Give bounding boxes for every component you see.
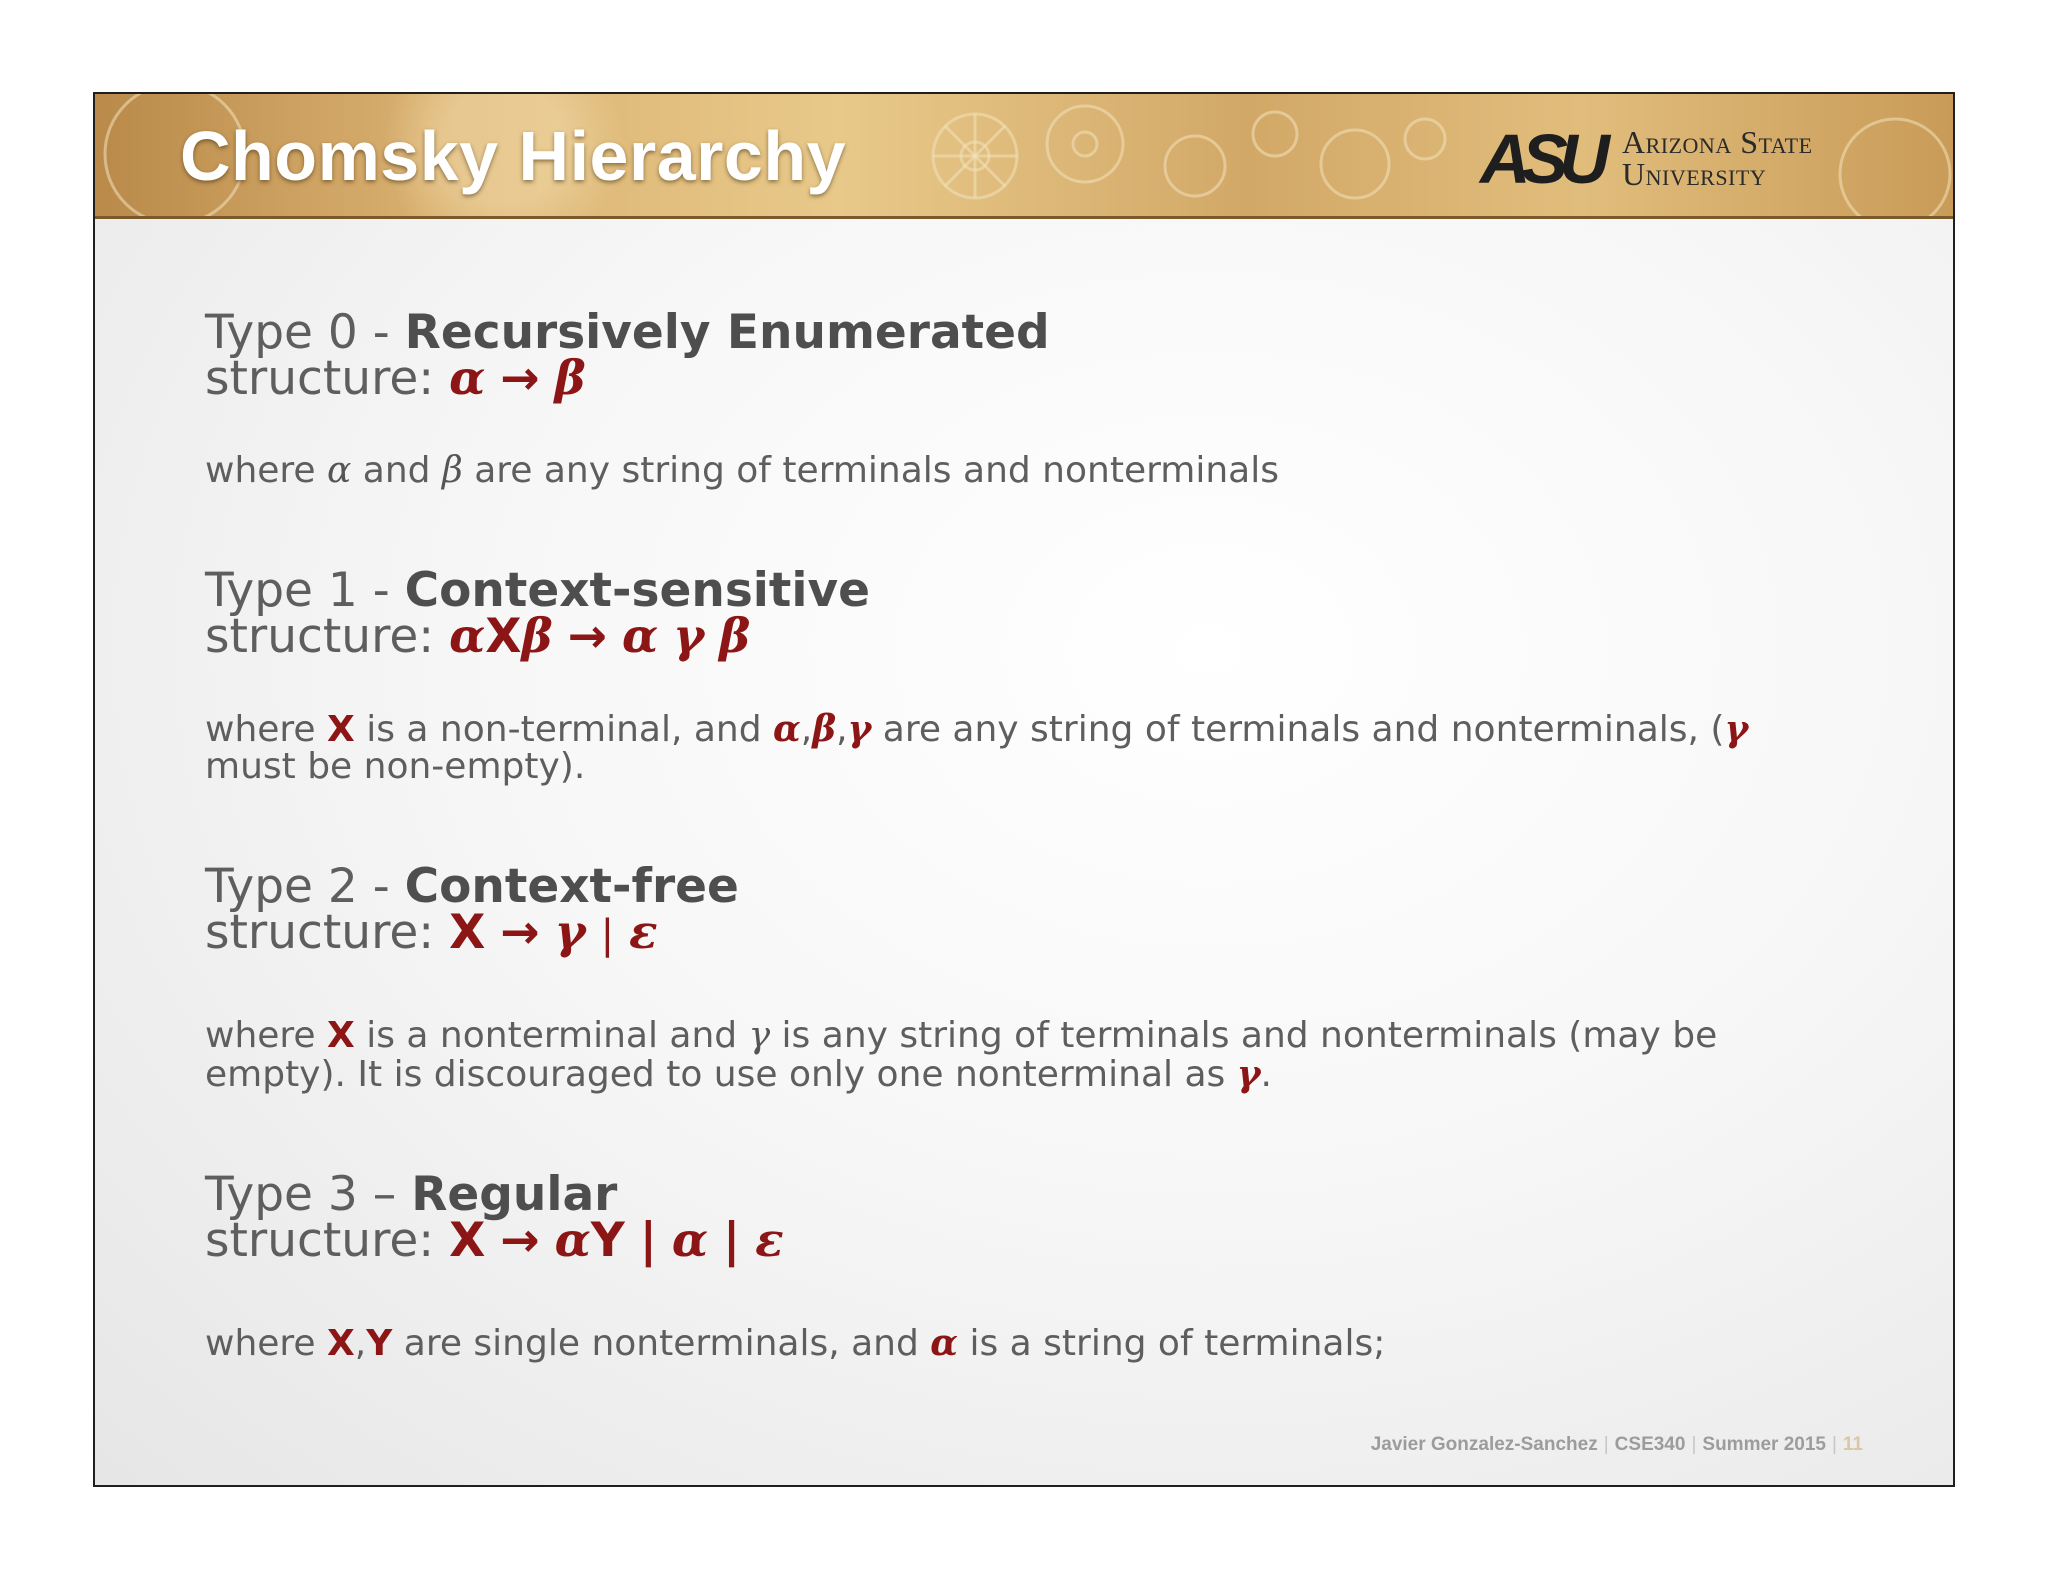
- type0-name: Recursively Enumerated: [404, 305, 1050, 360]
- type3-desc-x: X: [327, 1323, 355, 1364]
- type1-arrow: →: [567, 609, 608, 664]
- footer-separator: |: [1691, 1434, 1697, 1455]
- type0-desc-alpha: α: [327, 450, 352, 491]
- asu-logo-line2: University: [1622, 156, 1767, 192]
- type3-x: X: [449, 1213, 486, 1268]
- type0-desc-suffix: are any string of terminals and nonterminals: [462, 450, 1279, 491]
- footer-course: CSE340: [1614, 1434, 1686, 1455]
- asu-logo-line1: Arizona State: [1622, 124, 1813, 160]
- slide-title: Chomsky Hierarchy: [180, 117, 847, 195]
- type1-rhs-gamma: γ: [673, 609, 705, 664]
- type2-description-line1: [205, 1017, 1717, 1055]
- type1-lhs-beta: β: [521, 609, 553, 664]
- footer-separator: |: [1831, 1434, 1837, 1455]
- asu-logo-mark: ASU: [1480, 120, 1601, 198]
- type1-desc-suffix: are any string of terminals and nonterminals, (: [871, 709, 1725, 750]
- type1-desc-alpha: α: [773, 708, 801, 750]
- type0-desc-beta: β: [441, 450, 463, 491]
- type0-structure: [205, 351, 586, 406]
- type2-bar: |: [600, 912, 615, 958]
- type1-desc-x: X: [327, 709, 355, 750]
- type2-description-line2: [205, 1055, 1272, 1094]
- type2-desc-mid: is a nonterminal and: [354, 1015, 749, 1056]
- type3-structure-label: structure:: [205, 1213, 450, 1268]
- type1-desc-prefix: where: [205, 709, 328, 750]
- type2-desc-suffix: is any string of terminals and nonterminals (may be: [770, 1015, 1718, 1056]
- type3-label: Type 3 –: [205, 1167, 412, 1222]
- type2-desc2-prefix: empty). It is discouraged to use only one nonterminal as: [205, 1054, 1237, 1095]
- type1-description-line2: must be non-empty).: [205, 746, 586, 787]
- type1-desc-mid: is a non-terminal, and: [354, 709, 774, 750]
- type2-label: Type 2 -: [205, 859, 405, 914]
- type3-desc-y: Y: [366, 1323, 393, 1364]
- type2-arrow: →: [500, 905, 540, 960]
- type3-y: Y: [590, 1213, 625, 1268]
- type3-description: [205, 1324, 1385, 1363]
- slide-footer: [1371, 1434, 1863, 1456]
- type1-lhs-x: X: [485, 609, 522, 664]
- type0-heading: [205, 305, 1050, 360]
- type1-lhs-alpha: α: [449, 609, 486, 664]
- type3-bar2: |: [723, 1213, 741, 1268]
- type3-alpha2: α: [671, 1213, 709, 1268]
- type3-alpha1: α: [554, 1213, 591, 1268]
- type0-desc-and: and: [351, 450, 442, 491]
- type0-desc-prefix: where: [205, 450, 328, 491]
- type1-desc-gamma2: γ: [1724, 708, 1749, 750]
- type1-rhs-beta: β: [719, 609, 751, 664]
- type1-rhs-alpha: α: [622, 609, 659, 664]
- type0-rhs: β: [554, 351, 586, 406]
- type1-structure-label: structure:: [205, 609, 450, 664]
- type3-bar1: |: [639, 1213, 657, 1268]
- footer-page-number: 11: [1842, 1434, 1863, 1455]
- type2-structure: [205, 905, 658, 960]
- type0-label: Type 0 -: [205, 305, 405, 360]
- type3-structure: [205, 1213, 784, 1268]
- type0-description: [205, 452, 1279, 490]
- type1-desc-gamma: γ: [847, 708, 872, 750]
- type1-desc-comma2: ,: [836, 709, 848, 750]
- type2-gamma: γ: [554, 905, 586, 960]
- type3-desc-mid: are single nonterminals, and: [392, 1323, 931, 1364]
- type2-epsilon: ε: [629, 905, 658, 960]
- type3-heading: [205, 1167, 618, 1222]
- type2-desc2-suffix: .: [1260, 1054, 1272, 1095]
- type1-desc-comma1: ,: [800, 709, 813, 750]
- footer-separator: |: [1603, 1434, 1609, 1455]
- type3-desc-alpha: α: [930, 1322, 958, 1364]
- type1-heading: [205, 563, 871, 618]
- type3-arrow: →: [500, 1213, 540, 1268]
- type3-epsilon: ε: [755, 1213, 784, 1268]
- type2-structure-label: structure:: [205, 905, 450, 960]
- type0-arrow: →: [500, 351, 540, 406]
- type1-description-line1: [205, 710, 1748, 749]
- footer-term: Summer 2015: [1702, 1434, 1826, 1455]
- type3-name: Regular: [411, 1167, 618, 1222]
- type0-structure-label: structure:: [205, 351, 450, 406]
- type3-desc-prefix: where: [205, 1323, 328, 1364]
- type1-structure: [205, 609, 751, 664]
- type2-desc-prefix: where: [205, 1015, 328, 1056]
- type0-lhs: α: [449, 351, 486, 406]
- type2-name: Context-free: [404, 859, 739, 914]
- type1-desc-beta: β: [812, 708, 837, 750]
- slide: [93, 92, 1955, 1487]
- type2-desc-gamma: γ: [748, 1015, 771, 1056]
- type3-desc-comma: ,: [354, 1323, 367, 1364]
- type2-desc2-gamma: γ: [1236, 1053, 1261, 1095]
- type2-heading: [205, 859, 739, 914]
- footer-author: Javier Gonzalez-Sanchez: [1370, 1434, 1598, 1455]
- type2-x: X: [449, 905, 486, 960]
- type2-desc-x: X: [327, 1015, 355, 1056]
- type1-name: Context-sensitive: [404, 563, 871, 618]
- title-banner: [95, 94, 1953, 219]
- type1-label: Type 1 -: [205, 563, 405, 618]
- type3-desc-suffix: is a string of terminals;: [958, 1323, 1386, 1364]
